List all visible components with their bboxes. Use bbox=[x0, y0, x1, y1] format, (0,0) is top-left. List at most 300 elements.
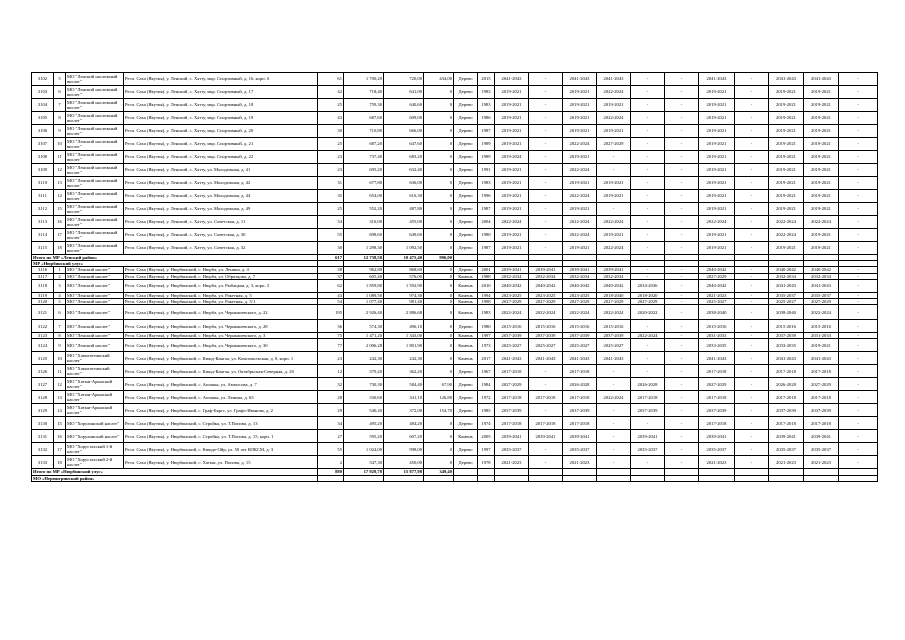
table-cell: - bbox=[839, 299, 878, 305]
table-cell: - bbox=[665, 456, 699, 469]
table-cell: 54 bbox=[318, 299, 344, 305]
table-cell: 25 bbox=[318, 138, 344, 151]
table-cell: 2040-2042 bbox=[699, 279, 735, 292]
table-cell: 42 bbox=[318, 86, 344, 99]
table-cell: Респ. Саха (Якутия), у. Ленский, с. Хатту, мкр. Спортивный, д. 20 bbox=[124, 125, 318, 138]
table-cell: 2032-2034 bbox=[495, 273, 529, 279]
table-cell: Дерево bbox=[454, 378, 478, 391]
table-cell: 1983 bbox=[478, 86, 495, 99]
table-cell: 2039-2041 bbox=[495, 267, 529, 273]
table-cell: 14 bbox=[54, 404, 66, 417]
table-cell: - bbox=[631, 339, 665, 352]
table-cell: 647,60 bbox=[384, 138, 424, 151]
table-cell: 0 bbox=[424, 99, 454, 112]
table-cell: 2017-2018 bbox=[769, 417, 804, 430]
table-cell: 3130 bbox=[32, 417, 54, 430]
table-cell: 3122 bbox=[32, 320, 54, 333]
table-cell: Респ. Саха (Якутия), у. Ленский, с. Хатту, мкр. Спортивный, д. 16, корп. б bbox=[124, 73, 318, 86]
table-cell: 11 bbox=[54, 365, 66, 378]
total-cell: 12 738,50 bbox=[344, 255, 384, 261]
table-cell: 1967 bbox=[478, 365, 495, 378]
table-cell: 0 bbox=[424, 138, 454, 151]
table-cell: 2041-2043 bbox=[804, 279, 839, 292]
table-cell: 0 bbox=[424, 333, 454, 339]
table-cell: МО "Хорустахский 1-й наслег" bbox=[66, 443, 124, 456]
table-cell: Респ. Саха (Якутия), у. Ленский, с. Хатту, мкр. Спортивный, д. 22 bbox=[124, 151, 318, 164]
table-cell: 3121 bbox=[32, 305, 54, 320]
table-cell: 1 bbox=[54, 267, 66, 273]
table-cell: 2041-2043 bbox=[804, 73, 839, 86]
table-cell: - bbox=[631, 267, 665, 273]
table-cell: 2022-2024 bbox=[563, 190, 597, 203]
table-cell: 998,00 bbox=[384, 443, 424, 456]
table-cell: 2017-2018 bbox=[804, 391, 839, 404]
empty-cell bbox=[454, 475, 478, 481]
table-cell: МО "Хамагаттинский наслег" bbox=[66, 365, 124, 378]
table-cell: Респ. Саха (Якутия), у. Нюрбинский, с. Нюрба, ул. Чернышевского, д. 3 bbox=[124, 333, 318, 339]
table-cell: 2019-2021 bbox=[804, 138, 839, 151]
table-cell: 2040-2042 bbox=[495, 279, 529, 292]
table-cell: 31 bbox=[318, 177, 344, 190]
table-cell: - bbox=[665, 333, 699, 339]
table-cell: 2019-2021 bbox=[597, 229, 631, 242]
table-cell: Камень bbox=[454, 305, 478, 320]
table-cell: - bbox=[839, 378, 878, 391]
table-cell: 2017-2018 bbox=[529, 417, 563, 430]
table-cell: 2017-2018 bbox=[804, 365, 839, 378]
table-cell: - bbox=[529, 242, 563, 255]
table-row bbox=[32, 125, 878, 138]
table-cell: 1989 bbox=[478, 138, 495, 151]
table-cell: Дерево bbox=[454, 320, 478, 333]
table-cell: 2021-2023 bbox=[699, 292, 735, 298]
table-cell: 2021-2023 bbox=[699, 456, 735, 469]
section-title: МО «Нерюнгринский район» bbox=[32, 475, 318, 481]
table-cell: Камень bbox=[454, 352, 478, 365]
table-cell: 23 bbox=[318, 151, 344, 164]
table-cell: - bbox=[631, 86, 665, 99]
table-cell: 2027-2029 bbox=[597, 138, 631, 151]
table-cell: - bbox=[631, 273, 665, 279]
table-cell: - bbox=[839, 273, 878, 279]
table-cell: 759,30 bbox=[344, 99, 384, 112]
table-row bbox=[32, 216, 878, 229]
table-cell: - bbox=[665, 112, 699, 125]
table-cell: 2033-2035 bbox=[769, 339, 804, 352]
table-row bbox=[32, 365, 878, 378]
empty-cell bbox=[495, 475, 529, 481]
table-cell: 3107 bbox=[32, 138, 54, 151]
table-cell: 2041-2043 bbox=[769, 73, 804, 86]
table-cell: МО "Ленский наслег" bbox=[66, 333, 124, 339]
table-cell: 3127 bbox=[32, 378, 54, 391]
table-cell: - bbox=[735, 365, 769, 378]
table-cell: 2019-2021 bbox=[769, 99, 804, 112]
table-cell: 636,00 bbox=[384, 177, 424, 190]
table-cell: 67,90 bbox=[424, 378, 454, 391]
table-cell: 195 bbox=[318, 305, 344, 320]
table-cell: 2019-2021 bbox=[699, 164, 735, 177]
table-cell: - bbox=[631, 73, 665, 86]
table-cell: 2015-2016 bbox=[597, 320, 631, 333]
table-cell: 2032-2034 bbox=[804, 273, 839, 279]
table-cell: 2019-2021 bbox=[495, 242, 529, 255]
table-cell: Респ. Саха (Якутия), у. Ленский, с. Хатту, ул. Молодежная, д. 44 bbox=[124, 190, 318, 203]
table-cell: - bbox=[665, 164, 699, 177]
housing-program-table bbox=[31, 72, 878, 482]
table-cell: 15 bbox=[54, 417, 66, 430]
table-cell: 2032-2034 bbox=[529, 273, 563, 279]
table-cell: - bbox=[665, 365, 699, 378]
table-cell: МО "Ленский наслежный вислег" bbox=[66, 151, 124, 164]
table-cell: 7 bbox=[54, 99, 66, 112]
table-cell: - bbox=[735, 443, 769, 456]
table-cell: 75 bbox=[318, 333, 344, 339]
table-cell: - bbox=[529, 456, 563, 469]
table-cell: 2022-2024 bbox=[529, 305, 563, 320]
table-cell: 2021-2023 bbox=[563, 456, 597, 469]
table-cell: 2019-2021 bbox=[597, 177, 631, 190]
table-cell: - bbox=[529, 86, 563, 99]
table-cell: - bbox=[735, 273, 769, 279]
table-cell: - bbox=[735, 177, 769, 190]
table-cell: 2019-2021 bbox=[769, 242, 804, 255]
table-cell: Респ. Саха (Якутия), у. Нюрбинский, с. Нюрба, ул. Чернышевского, д. 30 bbox=[124, 339, 318, 352]
table-cell: 330,60 bbox=[344, 391, 384, 404]
section-row bbox=[32, 475, 878, 481]
table-cell: - bbox=[529, 190, 563, 203]
table-cell: - bbox=[665, 279, 699, 292]
table-cell: 23 bbox=[318, 164, 344, 177]
table-cell: - bbox=[735, 164, 769, 177]
table-cell: 2017-2018 bbox=[563, 417, 597, 430]
table-row bbox=[32, 99, 878, 112]
table-cell: МО "Ленский наслежный вислег" bbox=[66, 229, 124, 242]
table-cell: 1994 bbox=[478, 292, 495, 298]
table-cell: МО "Ленский наслежный вислег" bbox=[66, 73, 124, 86]
table-cell: 434,00 bbox=[424, 73, 454, 86]
empty-cell bbox=[529, 475, 563, 481]
table-cell: 2019-2021 bbox=[597, 190, 631, 203]
table-cell: 2035-2037 bbox=[769, 292, 804, 298]
table-cell: Дерево bbox=[454, 391, 478, 404]
table-cell: Дерево bbox=[454, 151, 478, 164]
table-cell: 576,00 bbox=[384, 273, 424, 279]
empty-cell bbox=[597, 475, 631, 481]
table-cell: Респ. Саха (Якутия), у. Нюрбинский, с. Стройка, ул. Т.Попова, д. 15, корп. 1 bbox=[124, 430, 318, 443]
table-cell: 2022-2024 bbox=[563, 216, 597, 229]
table-cell: - bbox=[735, 279, 769, 292]
table-cell: 0 bbox=[424, 430, 454, 443]
table-cell: 2019-2021 bbox=[495, 177, 529, 190]
table-cell: 2040-2042 bbox=[597, 279, 631, 292]
table-cell: МО "Ленский наслег" bbox=[66, 267, 124, 273]
table-cell: МО "Ленский наслег" bbox=[66, 299, 124, 305]
table-cell: 2019-2021 bbox=[804, 164, 839, 177]
table-cell: 10 bbox=[54, 138, 66, 151]
table-cell: МО "Ленский наслег" bbox=[66, 305, 124, 320]
table-cell: - bbox=[665, 443, 699, 456]
table-cell: 2022-2024 bbox=[769, 216, 804, 229]
table-cell: 2019-2021 bbox=[699, 112, 735, 125]
table-cell: Респ. Саха (Якутия), у. Нюрбинский, с. Аппаны, ул. Ленина, д. 65 bbox=[124, 391, 318, 404]
table-cell: - bbox=[735, 305, 769, 320]
table-cell: 607,20 bbox=[384, 430, 424, 443]
table-cell: 2019-2021 bbox=[804, 99, 839, 112]
table-cell: 974,30 bbox=[384, 292, 424, 298]
table-cell: 654,00 bbox=[344, 190, 384, 203]
table-cell: МО "Хатыи-Арынский наслег" bbox=[66, 378, 124, 391]
table-cell: МО "Ленский наслежный вислег" bbox=[66, 203, 124, 216]
table-cell: 2025-2027 bbox=[529, 339, 563, 352]
table-cell: 2035-2037 bbox=[495, 443, 529, 456]
table-cell: 2027-2029 bbox=[699, 273, 735, 279]
table-cell: 2038-2040 bbox=[699, 305, 735, 320]
table-cell: МО "Ленский наслежный вислег" bbox=[66, 190, 124, 203]
table-cell: 3125 bbox=[32, 352, 54, 365]
table-cell: 1 343,00 bbox=[384, 333, 424, 339]
table-cell: 2022-2024 bbox=[597, 112, 631, 125]
table-cell: - bbox=[529, 164, 563, 177]
table-cell: 61 bbox=[318, 73, 344, 86]
table-cell: 0 bbox=[424, 292, 454, 298]
table-cell: 1991 bbox=[478, 164, 495, 177]
table-row bbox=[32, 352, 878, 365]
table-cell: 2039-2041 bbox=[563, 430, 597, 443]
table-cell: Респ. Саха (Якутия), у. Ленский, с. Хатту, ул. Советская, д. 32 bbox=[124, 242, 318, 255]
table-cell: - bbox=[631, 99, 665, 112]
table-cell: 2041-2043 bbox=[804, 352, 839, 365]
table-cell: 54 bbox=[318, 216, 344, 229]
table-cell: - bbox=[529, 177, 563, 190]
table-cell: 2 bbox=[54, 273, 66, 279]
table-cell: 3116 bbox=[32, 267, 54, 273]
table-cell: 2041-2043 bbox=[769, 352, 804, 365]
empty-cell bbox=[699, 475, 735, 481]
table-cell: Респ. Саха (Якутия), у. Ленский, с. Хатту, ул. Советская, д. 11 bbox=[124, 216, 318, 229]
table-cell: 2019-2021 bbox=[769, 151, 804, 164]
table-cell: Дерево bbox=[454, 404, 478, 417]
table-cell: 1978 bbox=[478, 456, 495, 469]
table-cell: 0 bbox=[424, 352, 454, 365]
table-cell: 2032-2034 bbox=[563, 273, 597, 279]
table-cell: 495,20 bbox=[344, 417, 384, 430]
table-cell: 2022-2024 bbox=[769, 229, 804, 242]
table-cell: 3124 bbox=[32, 339, 54, 352]
table-cell: 2019-2021 bbox=[699, 190, 735, 203]
table-cell: МО "Ленский наслежный вислег" bbox=[66, 138, 124, 151]
table-row bbox=[32, 456, 878, 469]
table-cell: 0 bbox=[424, 164, 454, 177]
table-cell: 2019-2021 bbox=[597, 99, 631, 112]
table-cell: 0 bbox=[424, 177, 454, 190]
table-row bbox=[32, 86, 878, 99]
table-cell: - bbox=[735, 299, 769, 305]
total-row-label: Итого по МР «Ленский район» bbox=[32, 255, 318, 261]
table-cell: 2017-2018 bbox=[563, 391, 597, 404]
table-cell: МО "Ленский наслежный вислег" bbox=[66, 177, 124, 190]
table-cell: 2019-2021 bbox=[563, 177, 597, 190]
table-cell: 77 bbox=[318, 339, 344, 352]
table-cell: 0 bbox=[424, 299, 454, 305]
section-title: МР «Нюрбинский улус» bbox=[32, 261, 318, 267]
table-row bbox=[32, 177, 878, 190]
table-row bbox=[32, 151, 878, 164]
table-cell: 2039-2041 bbox=[529, 267, 563, 273]
table-cell: 0 bbox=[424, 279, 454, 292]
table-cell: 2037-2039 bbox=[597, 333, 631, 339]
table-cell: 2019-2021 bbox=[769, 138, 804, 151]
table-cell: 2025-2027 bbox=[597, 339, 631, 352]
table-cell: 362,20 bbox=[384, 365, 424, 378]
table-cell: 2019-2021 bbox=[769, 125, 804, 138]
table-cell: - bbox=[665, 299, 699, 305]
table-cell: 2005 bbox=[478, 430, 495, 443]
table-cell: 2041-2043 bbox=[563, 73, 597, 86]
table-cell: 1998 bbox=[478, 299, 495, 305]
table-cell: 687,20 bbox=[344, 138, 384, 151]
table-cell: 2037-2039 bbox=[495, 333, 529, 339]
table-cell: 2019-2021 bbox=[563, 125, 597, 138]
table-cell: 2019-2021 bbox=[769, 203, 804, 216]
table-row bbox=[32, 138, 878, 151]
table-cell: - bbox=[631, 203, 665, 216]
table-cell: 632,40 bbox=[384, 164, 424, 177]
table-cell: 12 bbox=[54, 164, 66, 177]
table-cell: 5 bbox=[54, 299, 66, 305]
table-cell: - bbox=[665, 391, 699, 404]
table-cell: МО "Ленский наслежный вислег" bbox=[66, 112, 124, 125]
table-cell: - bbox=[631, 352, 665, 365]
table-cell: - bbox=[631, 365, 665, 378]
table-cell: 3117 bbox=[32, 273, 54, 279]
table-cell: 3105 bbox=[32, 112, 54, 125]
table-row bbox=[32, 112, 878, 125]
table-cell: МО "Ленский наслежный вислег" bbox=[66, 99, 124, 112]
table-cell: 0 bbox=[424, 339, 454, 352]
table-cell: 1985 bbox=[478, 404, 495, 417]
table-cell: 2015-2016 bbox=[804, 320, 839, 333]
table-cell: - bbox=[597, 404, 631, 417]
table-cell: 2041-2043 bbox=[563, 352, 597, 365]
table-cell: - bbox=[597, 203, 631, 216]
table-cell: 8 bbox=[54, 112, 66, 125]
table-cell: 1 092,50 bbox=[384, 242, 424, 255]
table-cell: 2035-2037 bbox=[631, 443, 665, 456]
table-cell: 2026-2028 bbox=[563, 378, 597, 391]
table-row bbox=[32, 73, 878, 86]
table-cell: 2022-2024 bbox=[597, 391, 631, 404]
table-cell: 2031-2033 bbox=[699, 333, 735, 339]
table-cell: - bbox=[529, 443, 563, 456]
table-cell: 379,20 bbox=[344, 365, 384, 378]
table-cell: 2019-2021 bbox=[699, 242, 735, 255]
table-cell: Респ. Саха (Якутия), у. Нюрбинский, с. Нюрба, ул. Чернышевского, д. 22 bbox=[124, 305, 318, 320]
table-cell: - bbox=[839, 391, 878, 404]
table-cell: - bbox=[839, 333, 878, 339]
table-cell: 2018-2040 bbox=[597, 292, 631, 298]
table-cell: 43 bbox=[318, 292, 344, 298]
table-row bbox=[32, 391, 878, 404]
table-cell: - bbox=[597, 430, 631, 443]
table-cell: 2017-2018 bbox=[495, 417, 529, 430]
table-cell: 677,80 bbox=[344, 177, 384, 190]
table-cell: 2035-2037 bbox=[804, 292, 839, 298]
table-cell: 730,30 bbox=[344, 378, 384, 391]
table-cell: Дерево bbox=[454, 164, 478, 177]
table-cell: Дерево bbox=[454, 443, 478, 456]
table-cell: 17 bbox=[54, 443, 66, 456]
table-cell: МО "Ленский наслежный вислег" bbox=[66, 216, 124, 229]
table-cell: - bbox=[839, 125, 878, 138]
table-cell: 2015 bbox=[478, 73, 495, 86]
table-cell: 2019-2021 bbox=[563, 151, 597, 164]
table-cell: Дерево bbox=[454, 242, 478, 255]
table-cell: - bbox=[735, 73, 769, 86]
table-cell: МО "Ленский наслежный вислег" bbox=[66, 86, 124, 99]
table-cell: 316,00 bbox=[344, 216, 384, 229]
table-cell: 2041-2043 bbox=[495, 352, 529, 365]
table-cell: 1974 bbox=[478, 417, 495, 430]
table-cell: 6 bbox=[54, 86, 66, 99]
table-cell: 2019-2021 bbox=[804, 125, 839, 138]
table-cell: 242,30 bbox=[384, 352, 424, 365]
table-cell: Респ. Саха (Якутия), у. Нюрбинский, с. Нюрба, ул. Ракетная, д. 5/1 bbox=[124, 299, 318, 305]
table-cell: 2017-2018 bbox=[529, 391, 563, 404]
table-cell: - bbox=[839, 86, 878, 99]
table-row bbox=[32, 279, 878, 292]
table-cell: 2037-2039 bbox=[699, 404, 735, 417]
table-cell: 0 bbox=[424, 216, 454, 229]
table-cell: 2019-2021 bbox=[495, 112, 529, 125]
empty-cell bbox=[735, 475, 769, 481]
table-cell: 0 bbox=[424, 456, 454, 469]
table-cell: 23 bbox=[318, 352, 344, 365]
table-cell: 2015-2016 bbox=[563, 320, 597, 333]
table-cell: - bbox=[597, 151, 631, 164]
table-cell: 2021-2023 bbox=[495, 456, 529, 469]
table-cell: 3112 bbox=[32, 203, 54, 216]
table-cell: 35 bbox=[318, 190, 344, 203]
table-cell: 2031-2033 bbox=[804, 333, 839, 339]
table-cell: - bbox=[529, 378, 563, 391]
table-cell: 2017-2018 bbox=[699, 365, 735, 378]
table-cell: 981,40 bbox=[384, 299, 424, 305]
table-cell: 2037-2039 bbox=[495, 404, 529, 417]
table-cell: - bbox=[735, 151, 769, 164]
table-cell: - bbox=[735, 339, 769, 352]
table-cell: 36 bbox=[318, 320, 344, 333]
table-cell: - bbox=[529, 112, 563, 125]
table-cell: 2041-2043 bbox=[529, 352, 563, 365]
table-cell: 3115 bbox=[32, 242, 54, 255]
table-cell: 1 024,00 bbox=[344, 443, 384, 456]
table-cell: 2017-2018 bbox=[769, 365, 804, 378]
table-cell: Дерево bbox=[454, 138, 478, 151]
table-cell: 55 bbox=[318, 443, 344, 456]
table-cell: 2019-2021 bbox=[804, 86, 839, 99]
table-cell: 2019-2021 bbox=[495, 138, 529, 151]
table-cell: 2019-2021 bbox=[699, 203, 735, 216]
table-cell: - bbox=[665, 86, 699, 99]
table-cell: 0 bbox=[424, 267, 454, 273]
table-cell: Респ. Саха (Якутия), у. Ленский, с. Хатту, ул. Молодежная, д. 41 bbox=[124, 164, 318, 177]
table-cell: 2015-2016 bbox=[769, 320, 804, 333]
table-cell: 37 bbox=[318, 273, 344, 279]
table-cell: - bbox=[631, 456, 665, 469]
table-cell: 2019-2021 bbox=[769, 177, 804, 190]
table-cell: Дерево bbox=[454, 456, 478, 469]
